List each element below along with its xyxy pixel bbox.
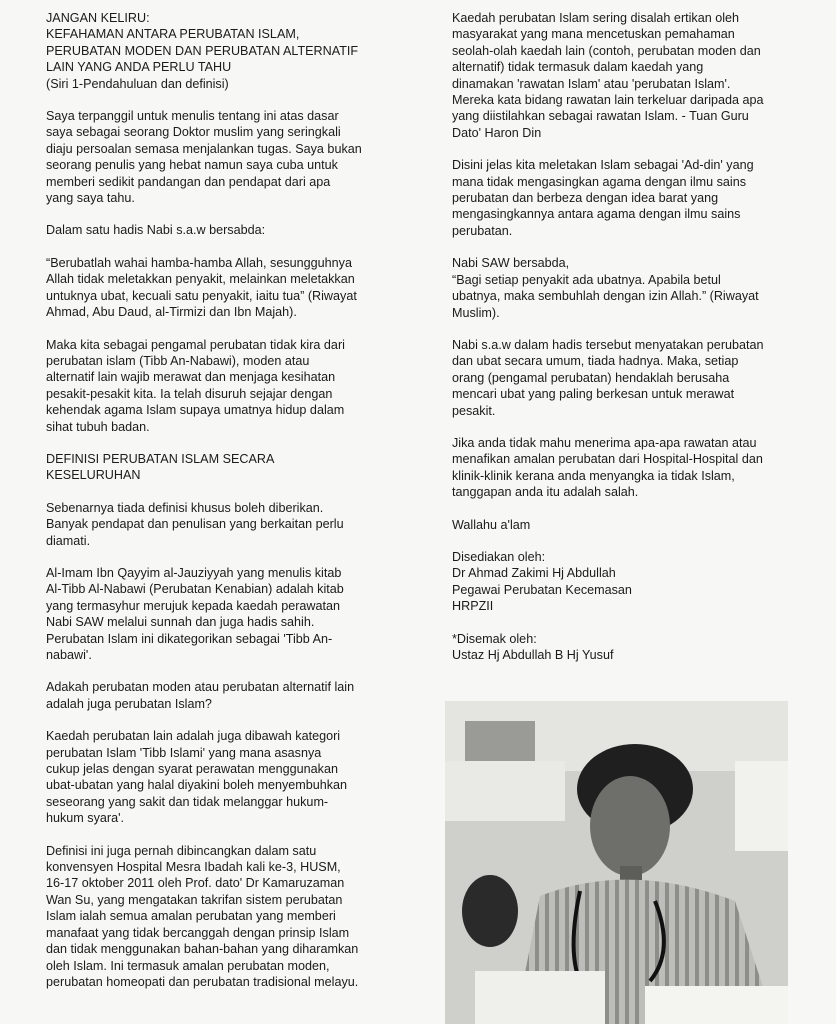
text-line: hukum syara'. [46,811,124,826]
hadith-quote [452,255,792,321]
paragraph [46,565,418,663]
text-line: Dalam satu hadis Nabi s.a.w bersabda: [46,223,266,238]
text-line: tanggapan anda itu adalah salah. [452,485,639,500]
text-line: yang termasyhur merujuk kepada kaedah perawatan [46,598,341,613]
text-line: Dr Ahmad Zakimi Hj Abdullah [452,566,616,581]
text-line: Pegawai Perubatan Kecemasan [452,582,632,597]
paragraph [46,108,418,206]
text-line: ubat-ubatan yang halal diyakini boleh menyembuhkan [46,778,348,793]
text-line: adalah juga perubatan Islam? [46,696,212,711]
text-line: perubatan islam (Tibb An-Nabawi), moden atau [46,353,310,368]
paragraph [46,728,418,826]
text-line: *Disemak oleh: [452,631,537,646]
text-line: untuknya ubat, kecuali satu penyakit, iaitu tua” (Riwayat [46,288,357,303]
text-line: “Berubatlah wahai hamba-hamba Allah, sesungguhnya [46,255,352,270]
text-line: Muslim). [452,305,500,320]
text-line: HRPZII [452,599,494,614]
text-line: dan ubat secara umum, tiada hadnya. Maka, setiap [452,354,739,369]
text-line: orang (pengamal perubatan) hendaklah berusaha [452,370,730,385]
text-line: diaju persoalan semasa menjalankan tugas. Saya bukan [46,141,362,156]
title-line: KEFAHAMAN ANTARA PERUBATAN ISLAM, [46,27,300,42]
paragraph [452,157,792,239]
text-line: Kaedah perubatan Islam sering disalah ertikan oleh [452,11,740,25]
subtitle-line: (Siri 1-Pendahuluan dan definisi) [46,76,229,91]
text-line: Perubatan Islam ini dikategorikan sebagai 'Tibb An- [46,631,333,646]
question-paragraph [46,679,418,712]
text-line: seorang penulis yang hebat namun saya cuba untuk [46,158,338,173]
title-line: PERUBATAN MODEN DAN PERUBATAN ALTERNATIF [46,43,359,58]
article-title-block [46,10,418,92]
text-line: Disediakan oleh: [452,549,546,564]
hadith-quote [46,255,418,321]
section-heading [46,451,418,484]
text-line: Nabi SAW bersabda, [452,256,570,271]
text-line: diamati. [46,533,91,548]
text-line: Nabi s.a.w dalam hadis tersebut menyatakan perubatan [452,337,764,352]
text-line: Kaedah perubatan lain adalah juga dibawah kategori [46,729,341,744]
author-credit [452,549,792,615]
text-line: manafaat yang tidak bercanggah dengan prinsip Islam [46,925,350,940]
paragraph [46,222,418,238]
text-line: ubatnya, maka sembuhlah dengan izin Allah.” (Riwayat [452,289,759,304]
text-line: perubatan dan berbeza dengan idea barat yang [452,191,719,206]
text-line: konvensyen Hospital Mesra Ibadah kali ke-3, HUSM, [46,860,341,875]
text-line: alternatif lain wajib merawat dan menjaga kesihatan [46,370,336,385]
text-line: Mereka kata bidang rawatan lain terkeluar daripada apa [452,93,764,108]
text-line: Ahmad, Abu Daud, al-Tirmizi dan Ibn Majah). [46,305,297,320]
text-line: Sebenarnya tiada definisi khusus boleh diberikan. [46,500,324,515]
text-line: “Bagi setiap penyakit ada ubatnya. Apabila betul [452,272,721,287]
text-line: perubatan. [452,223,513,238]
paragraph [452,337,792,419]
text-line: dinamakan 'rawatan Islam' atau 'perubatan Islam'. [452,76,731,91]
text-line: Definisi ini juga pernah dibincangkan dalam satu [46,843,317,858]
paragraph [46,337,418,435]
text-line: KESELURUHAN [46,468,141,483]
text-line: nabawi'. [46,648,92,662]
text-line: Ustaz Hj Abdullah B Hj Yusuf [452,648,614,662]
title-line: LAIN YANG ANDA PERLU TAHU [46,60,232,75]
text-line: Maka kita sebagai pengamal perubatan tidak kira dari [46,337,345,352]
text-line: perubatan Islam 'Tibb Islami' yang mana asasnya [46,745,322,760]
text-line: menafikan amalan perubatan dari Hospital-Hospital dan [452,452,763,467]
text-line: Saya terpanggil untuk menulis tentang ini atas dasar [46,109,339,124]
paragraph [452,435,792,501]
text-line: yang saya tahu. [46,191,135,206]
text-line: seseorang yang sakit dan tidak melanggar hukum- [46,794,329,809]
paragraph [46,843,418,991]
text-line: memberi sedikit pandangan dan pendapat dari apa [46,174,331,189]
doctor-photo-illustration [445,701,788,1024]
closing-line [452,517,792,533]
left-column [46,10,418,1006]
text-line: Dato' Haron Din [452,125,542,140]
text-line: Nabi SAW melalui sunnah dan juga hadis sahih. [46,615,315,630]
text-line: sihat tubuh badan. [46,419,150,434]
text-line: Al-Tibb Al-Nabawi (Perubatan Kenabian) adalah kitab [46,582,344,597]
text-line: pesakit. [452,403,496,418]
right-column [452,10,792,679]
text-line: Banyak pendapat dan penulisan yang berkaitan perlu [46,517,344,532]
text-line: Jika anda tidak mahu menerima apa-apa rawatan atau [452,435,757,450]
text-line: klinik-klinik kerana anda menyangka ia tidak Islam, [452,468,735,483]
text-line: Adakah perubatan moden atau perubatan alternatif lain [46,680,355,695]
text-line: DEFINISI PERUBATAN ISLAM SECARA [46,451,275,466]
text-line: Al-Imam Ibn Qayyim al-Jauziyyah yang menulis kitab [46,565,342,580]
text-line: dan tidak menggunakan bahan-bahan yang diharamkan [46,942,359,957]
text-line: mana tidak mengasingkan agama dengan ilmu sains [452,174,747,189]
paragraph [452,10,792,141]
text-line: Wallahu a'lam [452,517,531,532]
text-line: pesakit-pesakit kita. Ia telah disuruh sejajar dengan [46,386,333,401]
text-line: masyarakat yang mana mencetuskan pemahaman [452,27,735,42]
text-line: mengasingkannya antara agama dengan ilmu sains [452,207,741,222]
text-line: Islam ialah semua amalan perubatan yang memberi [46,909,336,924]
title-line: JANGAN KELIRU: [46,11,150,25]
text-line: perubatan homeopati dan perubatan tradisional melayu. [46,974,359,989]
text-line: yang diistilahkan sebagai rawatan Islam. - Tuan Guru [452,109,749,124]
text-line: mencari ubat yang paling berkesan untuk merawat [452,387,735,402]
text-line: oleh Islam. Ini termasuk amalan perubatan moden, [46,958,330,973]
paragraph [46,500,418,549]
text-line: saya sebagai seorang Doktor muslim yang seringkali [46,125,341,140]
text-line: Disini jelas kita meletakan Islam sebagai 'Ad-din' yang [452,158,754,173]
text-line: Allah tidak meletakkan penyakit, melainkan meletakkan [46,272,355,287]
text-line: Wan Su, yang mengatakan takrifan sistem perubatan [46,892,343,907]
text-line: kehendak agama Islam supaya umatnya hidup dalam [46,403,345,418]
text-line: 16-17 oktober 2011 oleh Prof. dato' Dr Kamaruzaman [46,876,345,891]
text-line: cukup jelas dengan syarat perawatan menggunakan [46,762,338,777]
text-line: seolah-olah kaedah lain (contoh, perubatan moden dan [452,43,761,58]
reviewer-credit [452,631,792,664]
text-line: alternatif) tidak termasuk dalam kaedah yang [452,60,704,75]
doctor-photo [445,701,788,1024]
